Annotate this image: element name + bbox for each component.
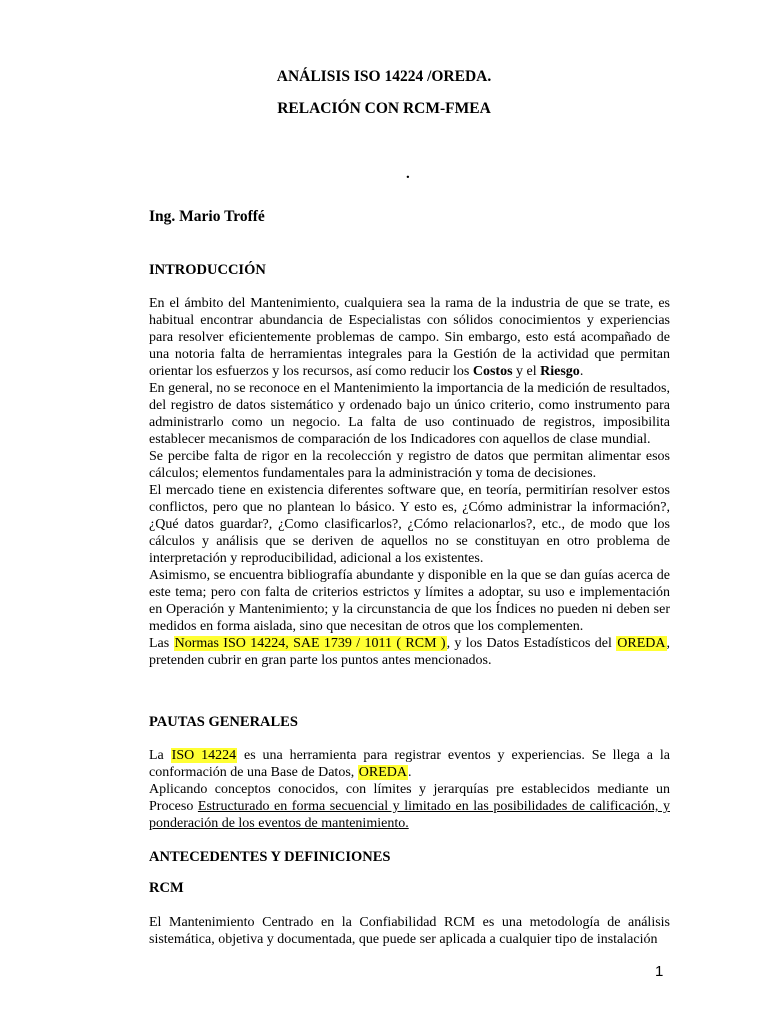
text-run: . <box>579 364 584 379</box>
paragraph <box>149 781 670 832</box>
paragraph: Se percibe falta de rigor en la recolección y registro de datos que permitan alimentar esos cálculos; elementos fundamentales para la administración y toma de decisiones. <box>149 449 670 481</box>
paragraph <box>149 295 670 380</box>
separator-dot: . <box>406 166 410 182</box>
highlight-oreda: OREDA <box>617 636 666 651</box>
highlight-oreda: OREDA <box>358 765 407 780</box>
text-run: En el ámbito del Mantenimiento, cualquiera sea la rama de la industria de que se trate, es habitual encontrar abundancia de Especialistas con sólidos conocimientos y experiencias para resolver eficientemente problemas de campo. Sin embargo, esto está acompañado de una notoria falta de herramientas integrales para la Gestión de la actividad que permitan orientar los esfuerzos y los recursos, así como reducir los <box>149 296 670 379</box>
document-title: ANÁLISIS ISO 14224 /OREDA. <box>276 68 492 85</box>
pautas-body <box>149 747 670 832</box>
document-subtitle: RELACIÓN CON RCM-FMEA <box>277 100 491 117</box>
bold-text-riesgo: Riesgo <box>540 364 580 379</box>
highlight-iso14224: ISO 14224 <box>171 748 237 763</box>
paragraph: En general, no se reconoce en el Mantenimiento la importancia de la medición de resultados, del registro de datos sistemático y ordenado bajo un único criterio, como instrumento para administrarlo como un negocio. La falta de uso continuado de registros, imposibilita establecer mecanismos de comparación de los Indicadores con aquellos de clase mundial. <box>149 381 670 447</box>
section-heading-introduccion: INTRODUCCIÓN <box>149 262 266 278</box>
text-run: Las <box>149 636 174 651</box>
text-run: es una herramienta para registrar eventos y experiencias. Se llega a la conformación de una Base de Datos, <box>149 748 670 780</box>
text-run: , pretenden cubrir en gran parte los puntos antes mencionados. <box>149 636 670 668</box>
bold-text-costos: Costos <box>472 364 513 379</box>
paragraph: El mercado tiene en existencia diferentes software que, en teoría, permitirían resolver estos conflictos, pero que no plantean lo básico. Y esto es, ¿Cómo administrar la información?, ¿Qué datos guardar?, ¿Como clasificarlos?, ¿Cómo relacionarlos?, etc., de modo que los cálculos y análisis que se deriven de aquellos no se constituyan en otro problema de interpretación y reproducibilidad, adicional a los existentes. <box>149 483 670 566</box>
paragraph: Asimismo, se encuentra bibliografía abundante y disponible en la que se dan guías acerca de este tema; pero con falta de criterios estrictos y límites a adoptar, su uso e implementación en Operación y Mantenimiento; y la circunstancia de que los Índices no pueden ni deben ser medidos en forma aislada, sino que necesitan de otros que los complementen. <box>149 568 670 634</box>
paragraph: El Mantenimiento Centrado en la Confiabilidad RCM es una metodología de análisis sistemática, objetiva y documentada, que puede ser aplicada a cualquier tipo de instalación <box>149 915 670 947</box>
text-run: . <box>408 765 412 780</box>
paragraph <box>149 635 670 669</box>
section-heading-antecedentes: ANTECEDENTES Y DEFINICIONES <box>149 849 391 865</box>
section-heading-pautas: PAUTAS GENERALES <box>149 714 298 730</box>
paragraph <box>149 747 670 781</box>
page-number: 1 <box>655 963 664 980</box>
text-run: y el <box>512 364 541 379</box>
section-heading-rcm: RCM <box>149 880 184 896</box>
text-run: La <box>149 748 171 763</box>
introduccion-body <box>149 295 670 669</box>
underlined-text: Estructurado en forma secuencial y limitado en las posibilidades de calificación, y ponderación de los eventos de mantenimiento. <box>149 799 670 831</box>
author-name: Ing. Mario Troffé <box>149 208 265 225</box>
highlight-normas: Normas ISO 14224, SAE 1739 / 1011 ( RCM ) <box>174 636 446 651</box>
text-run: Aplicando conceptos conocidos, con límites y jerarquías pre establecidos mediante un Proceso <box>149 782 670 814</box>
rcm-body <box>149 914 670 948</box>
text-run: , y los Datos Estadísticos del <box>446 636 617 651</box>
